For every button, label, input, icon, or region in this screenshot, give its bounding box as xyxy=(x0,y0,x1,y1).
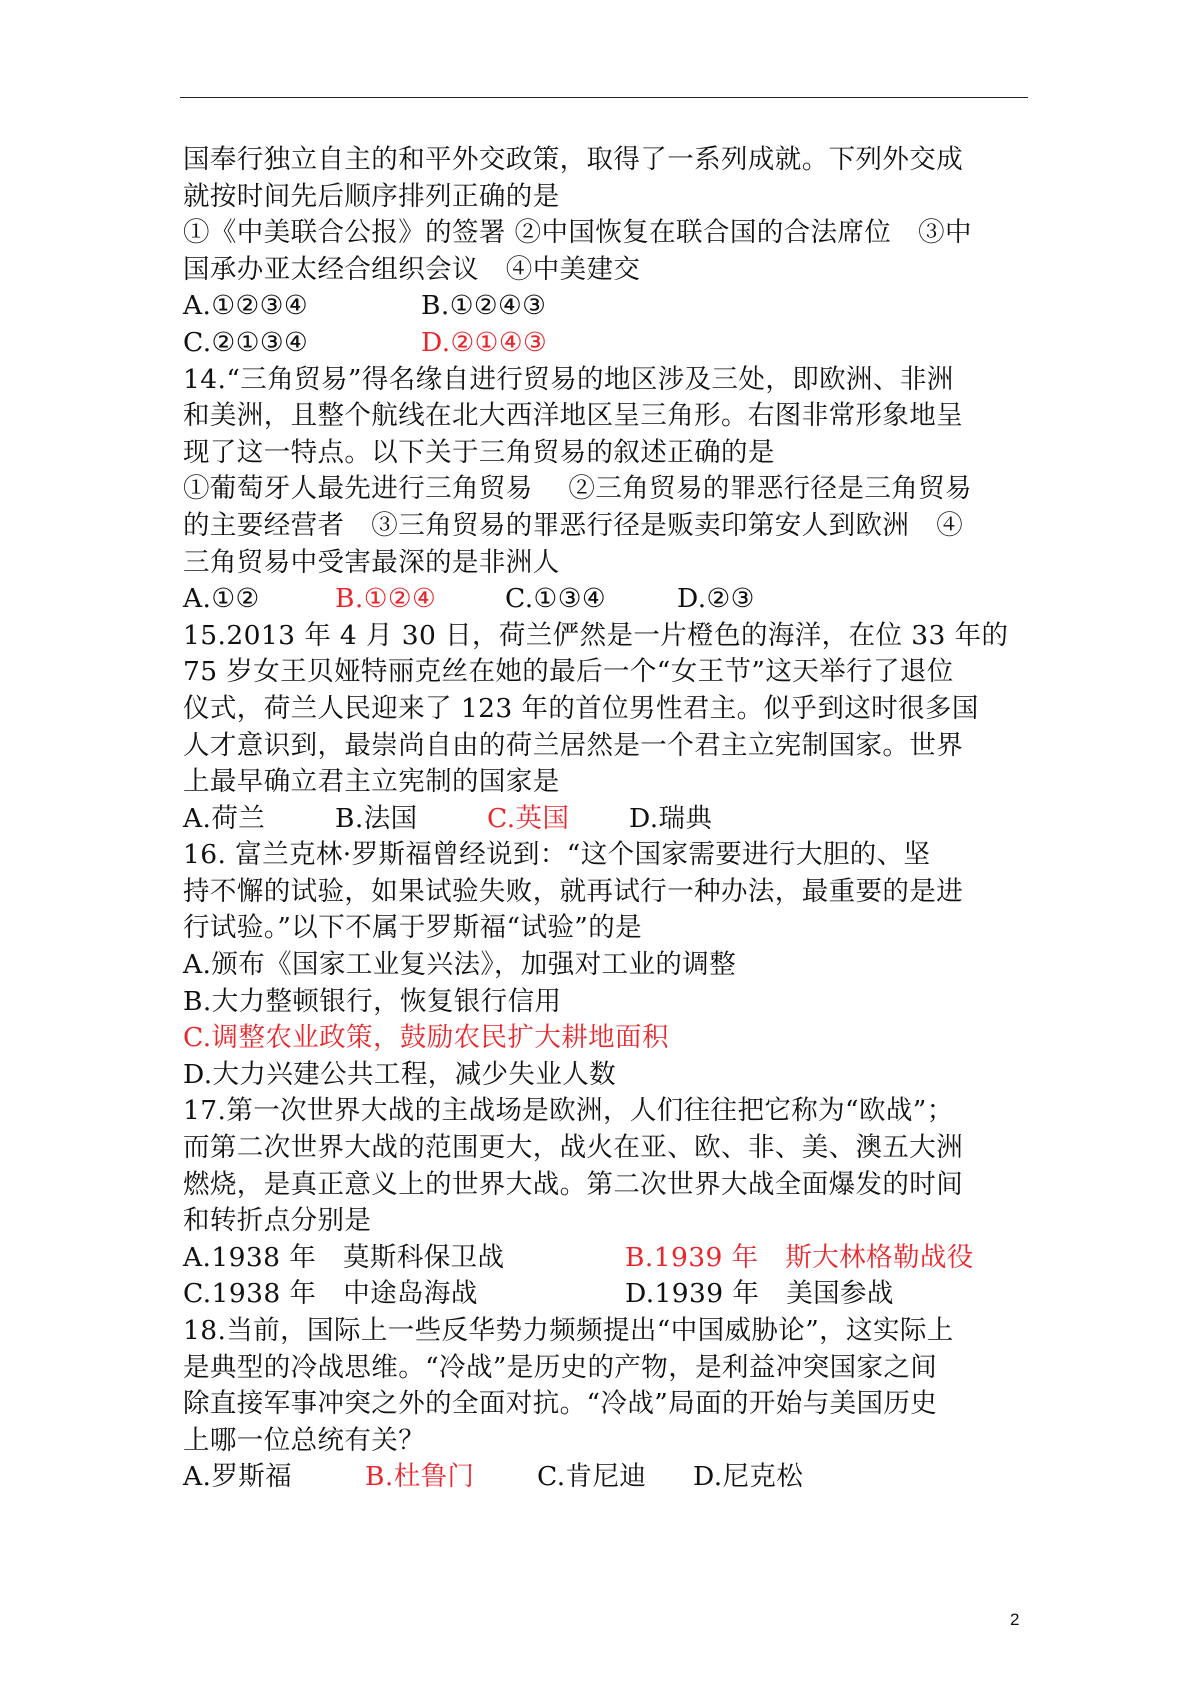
option-c: C.②①③④ xyxy=(183,326,309,358)
option-d-answer: D.②①④③ xyxy=(421,326,548,358)
question-13 xyxy=(183,142,1028,362)
option-b: B.①②④③ xyxy=(421,290,547,322)
question-stem-line: 国奉行独立自主的和平外交政策，取得了一系列成就。下列外交成 xyxy=(183,144,964,175)
option-row xyxy=(183,288,1028,325)
question-item-line: ①《中美联合公报》的签署 ②中国恢复在联合国的合法席位 ③中 xyxy=(183,217,972,249)
option-row xyxy=(183,1459,1028,1496)
question-18 xyxy=(183,1313,1028,1496)
question-stem-line: 和转折点分别是 xyxy=(183,1205,372,1237)
option-row xyxy=(183,581,1028,618)
option-c: C.1938 年 中途岛海战 xyxy=(183,1278,478,1310)
option-a: A.①② xyxy=(183,583,260,615)
question-item-line: 国承办亚太经合组织会议 ④中美建交 xyxy=(183,253,641,285)
option-b: B.大力整顿银行，恢复银行信用 xyxy=(183,985,562,1017)
page-content xyxy=(183,142,1028,1496)
option-c-answer: C.调整农业政策，鼓励农民扩大耕地面积 xyxy=(183,1022,669,1054)
option-d: D.大力兴建公共工程，减少失业人数 xyxy=(183,1058,617,1090)
question-stem-line: 仪式，荷兰人民迎来了 123 年的首位男性君主。似乎到这时很多国 xyxy=(183,692,979,724)
option-c-answer: C.英国 xyxy=(487,802,570,834)
question-stem-line: 16. 富兰克林·罗斯福曾经说到：“这个国家需要进行大胆的、坚 xyxy=(183,839,931,871)
option-d: D.瑞典 xyxy=(629,802,713,834)
option-b-answer: B.①②④ xyxy=(335,583,437,615)
question-stem-line: 17.第一次世界大战的主战场是欧洲，人们往往把它称为“欧战”； xyxy=(183,1095,954,1127)
option-d: D.尼克松 xyxy=(693,1461,804,1493)
option-d: D.②③ xyxy=(677,583,755,615)
question-item-line: ①葡萄牙人最先进行三角贸易 ②三角贸易的罪恶行径是三角贸易 xyxy=(183,473,972,505)
question-stem-line: 行试验。”以下不属于罗斯福“试验”的是 xyxy=(183,912,642,944)
option-a: A.罗斯福 xyxy=(183,1461,293,1493)
option-b-answer: B.1939 年 斯大林格勒战役 xyxy=(625,1241,974,1273)
header-rule xyxy=(180,97,1028,98)
question-stem-line: 18.当前，国际上一些反华势力频频提出“中国威胁论”，这实际上 xyxy=(183,1315,954,1346)
question-stem-line: 持不懈的试验，如果试验失败，就再试行一种办法，最重要的是进 xyxy=(183,875,964,907)
question-stem-line: 燃烧，是真正意义上的世界大战。第二次世界大战全面爆发的时间 xyxy=(183,1168,964,1200)
option-b: B.法国 xyxy=(335,802,418,834)
question-item-line: 三角贸易中受害最深的是非洲人 xyxy=(183,546,560,578)
question-stem-line: 现了这一特点。以下关于三角贸易的叙述正确的是 xyxy=(183,436,775,468)
option-a: A.1938 年 莫斯科保卫战 xyxy=(183,1241,505,1273)
option-a: A.①②③④ xyxy=(183,290,308,322)
question-stem-line: 人才意识到，最崇尚自由的荷兰居然是一个君主立宪制国家。世界 xyxy=(183,729,964,761)
option-b-answer: B.杜鲁门 xyxy=(365,1461,475,1493)
question-15 xyxy=(183,618,1028,838)
option-d: D.1939 年 美国参战 xyxy=(625,1278,894,1310)
question-stem-line: 是典型的冷战思维。“冷战”是历史的产物，是利益冲突国家之间 xyxy=(183,1351,938,1383)
question-stem-line: 上最早确立君主立宪制的国家是 xyxy=(183,766,560,798)
option-a: A.颁布《国家工业复兴法》，加强对工业的调整 xyxy=(183,949,737,981)
question-stem-line: 就按时间先后顺序排列正确的是 xyxy=(183,180,560,212)
option-row xyxy=(183,1240,1028,1277)
page-number: 2 xyxy=(1010,1610,1020,1629)
question-17 xyxy=(183,1093,1028,1313)
question-stem-line: 和美洲，且整个航线在北大西洋地区呈三角形。右图非常形象地呈 xyxy=(183,400,964,432)
option-a: A.荷兰 xyxy=(183,802,266,834)
option-row xyxy=(183,1276,1028,1313)
question-stem-line: 75 岁女王贝娅特丽克丝在她的最后一个“女王节”这天举行了退位 xyxy=(183,656,954,688)
question-stem-line: 上哪一位总统有关？ xyxy=(183,1424,426,1456)
question-stem-line: 而第二次世界大战的范围更大，战火在亚、欧、非、美、澳五大洲 xyxy=(183,1132,964,1164)
question-item-line: 的主要经营者 ③三角贸易的罪恶行径是贩卖印第安人到欧洲 ④ xyxy=(183,509,964,541)
question-stem-line: 14.“三角贸易”得名缘自进行贸易的地区涉及三处，即欧洲、非洲 xyxy=(183,363,954,395)
option-c: C.①③④ xyxy=(505,583,607,615)
question-stem-line: 除直接军事冲突之外的全面对抗。“冷战”局面的开始与美国历史 xyxy=(183,1388,938,1420)
question-stem-line: 15.2013 年 4 月 30 日，荷兰俨然是一片橙色的海洋，在位 33 年的 xyxy=(183,619,1009,651)
option-row xyxy=(183,801,1028,838)
option-c: C.肯尼迪 xyxy=(537,1461,647,1493)
question-14 xyxy=(183,362,1028,618)
question-16 xyxy=(183,837,1028,1093)
option-row xyxy=(183,325,1028,362)
